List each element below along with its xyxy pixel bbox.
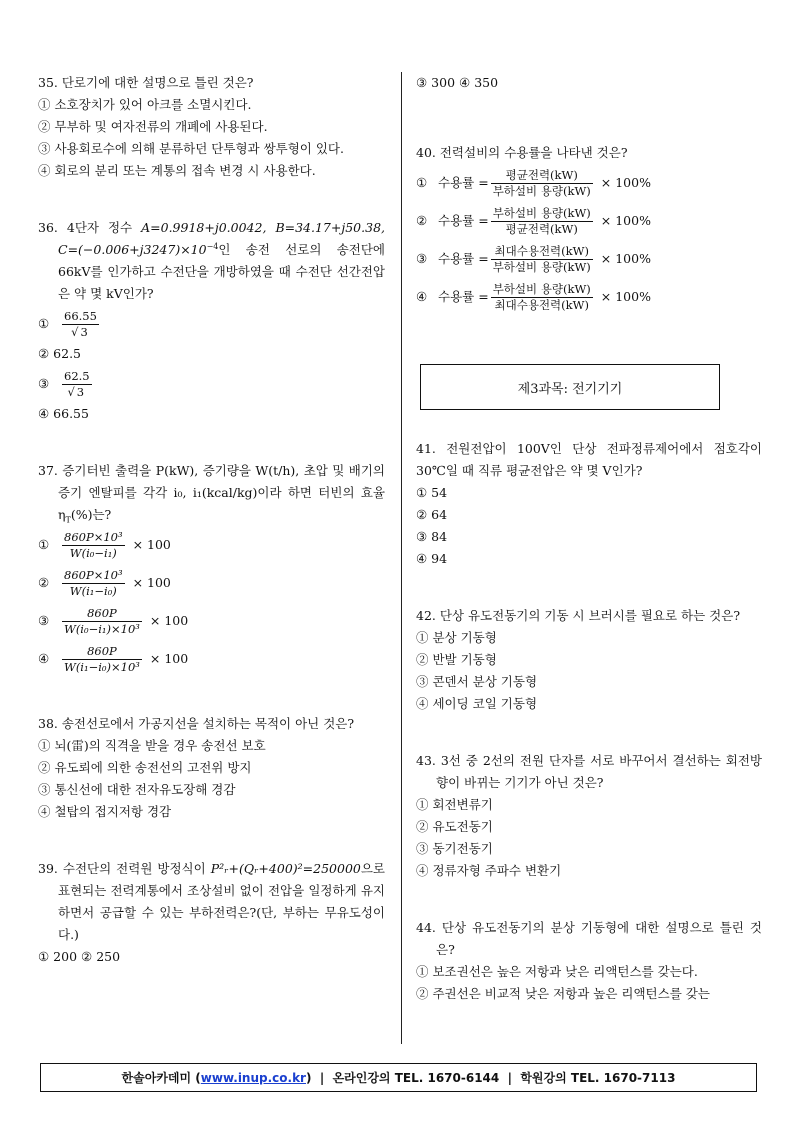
q38-option-3: ③ 통신선에 대한 전자유도장해 경감: [38, 782, 236, 797]
q36-stem: 36. 4단자 정수 A=0.9918+j0.0042, B=34.17+j50.38, $C=(-0.006+j3247)\times 10^{-4}$인 송전 선로의 송전단에 66kV를 인가하고 수전단을 개방하였을 때 수전단 선간전압은 약 몇 kV인가?: [38, 220, 385, 301]
q36-option-4: ④ 66.55: [38, 406, 89, 421]
q42-option-1: ① 분상 기동형: [416, 630, 497, 645]
q35-option-4: ④ 회로의 분리 또는 계통의 접속 변경 시 사용한다.: [38, 163, 316, 178]
q42-stem: 42. 단상 유도전동기의 기동 시 브러시를 필요로 하는 것은?: [416, 608, 741, 623]
q44-option-2: ② 주권선은 비교적 낮은 저항과 높은 리액턴스를 갖는: [416, 986, 710, 1001]
question-36: [38, 217, 385, 425]
column-divider: [401, 72, 402, 1044]
q40-option-3: ③ 수용률 = $\frac{\text{최대수용전력(kW)}}{\text{부하설비 용량(kW)}}$ × 100%: [416, 243, 651, 274]
q44-stem: 44. 단상 유도전동기의 분상 기동형에 대한 설명으로 틀린 것은?: [416, 920, 762, 957]
q40-stem: 40. 전력설비의 수용률을 나타낸 것은?: [416, 145, 628, 160]
q38-option-1: ① 뇌(雷)의 직격을 받을 경우 송전선 보호: [38, 738, 266, 753]
q37-option-3: ③ $\frac{860P}{\text{W(i₀−i₁)×10³}}$ × 100: [38, 605, 189, 636]
q35-stem: 35. 단로기에 대한 설명으로 틀린 것은?: [38, 75, 254, 90]
footer-banner: 한솔아카데미 ( www.inup.co.kr ) | 온라인강의 TEL. 1670-6144 | 학원강의 TEL. 1670-7113: [40, 1063, 757, 1092]
q38-option-2: ② 유도뢰에 의한 송전선의 고전위 방지: [38, 760, 252, 775]
q43-option-3: ③ 동기전동기: [416, 841, 493, 856]
q40-option-4: ④ 수용률 = $\frac{\text{부하설비 용량(kW)}}{\text{최대수용전력(kW)}}$ × 100%: [416, 281, 651, 312]
q37-option-4: ④ $\frac{860P}{\text{W(i₁−i₀)×10³}}$ × 100: [38, 643, 189, 674]
q43-option-2: ② 유도전동기: [416, 819, 493, 834]
q36-option-3: ③ $\frac{62.5}{√ 3}$: [38, 368, 90, 399]
q43-option-4: ④ 정류자형 주파수 변환기: [416, 863, 562, 878]
question-41: [416, 438, 762, 570]
q35-option-1: ① 소호장치가 있어 아크를 소멸시킨다.: [38, 97, 252, 112]
q38-option-4: ④ 철탑의 접지저항 경감: [38, 804, 172, 819]
q42-option-2: ② 반발 기동형: [416, 652, 497, 667]
question-39-continued: [416, 72, 762, 94]
website-link[interactable]: www.inup.co.kr: [200, 1070, 306, 1085]
q37-stem: 37. 증기터빈 출력을 P(kW), 증기량을 W(t/h), 초압 및 배기의 증기 엔탈피를 각각 i₀, i₁(kcal/kg)이라 하면 터빈의 효율 $\eta_T(\%)$는?: [38, 463, 385, 525]
question-38: [38, 713, 385, 823]
q42-option-4: ④ 세이딩 코일 기동형: [416, 696, 538, 711]
question-35: [38, 72, 385, 182]
question-39: [38, 858, 385, 968]
question-44: [416, 917, 762, 1005]
q41-stem: 41. 전원전압이 100V인 단상 전파정류제어에서 점호각이 30℃일 때 직류 평균전압은 약 몇 V인가?: [416, 441, 762, 478]
q41-option-4: ④ 94: [416, 551, 448, 566]
q44-option-1: ① 보조권선은 높은 저항과 낮은 리액턴스를 갖는다.: [416, 964, 698, 979]
question-40: [416, 142, 762, 316]
q36-option-2: ② 62.5: [38, 346, 82, 361]
q35-option-3: ③ 사용회로수에 의해 분류하던 단투형과 쌍투형이 있다.: [38, 141, 344, 156]
q43-stem: 43. 3선 중 2선의 전원 단자를 서로 바꾸어서 결선하는 회전방향이 바뀌는 기기가 아닌 것은?: [416, 753, 762, 790]
q36-option-1: ① $\frac{66.55}{√ 3}$: [38, 308, 97, 339]
section-heading: 제3과목: 전기기기: [420, 364, 720, 410]
q37-option-2: ② $\frac{\text{860P×10³}}{\text{W(i₁−i₀)}}$ × 100: [38, 567, 171, 598]
q38-stem: 38. 송전선로에서 가공지선을 설치하는 목적이 아닌 것은?: [38, 716, 355, 731]
q39-options-3-4: ③ 300 ④ 350: [416, 75, 499, 90]
q42-option-3: ③ 콘덴서 분상 기동형: [416, 674, 538, 689]
q37-option-1: ① $\frac{\text{860P×10³}}{\text{W(i₀−i₁)}}$ × 100: [38, 529, 171, 560]
q39-stem: 39. 수전단의 전력원 방정식이 P²ᵣ+(Qᵣ+400)²=250000으로 표현되는 전력계통에서 조상설비 없이 전압을 일정하게 유지하면서 공급할 수 있는 부하전력은?(단, 부하는 무유도성이다.): [38, 861, 386, 942]
q43-option-1: ① 회전변류기: [416, 797, 493, 812]
q41-option-2: ② 64: [416, 507, 448, 522]
question-42: [416, 605, 762, 715]
q40-option-1: ① 수용률 = $\frac{\text{평균전력(kW)}}{\text{부하설비 용량(kW)}}$ × 100%: [416, 167, 651, 198]
q41-option-3: ③ 84: [416, 529, 448, 544]
question-37: [38, 460, 385, 678]
question-43: [416, 750, 762, 882]
q41-option-1: ① 54: [416, 485, 448, 500]
q39-options-1-2: ① 200 ② 250: [38, 949, 121, 964]
q40-option-2: ② 수용률 = $\frac{\text{부하설비 용량(kW)}}{\text{평균전력(kW)}}$ × 100%: [416, 205, 651, 236]
q35-option-2: ② 무부하 및 여자전류의 개폐에 사용된다.: [38, 119, 268, 134]
right-column: [416, 72, 762, 1005]
left-column: [38, 72, 385, 968]
